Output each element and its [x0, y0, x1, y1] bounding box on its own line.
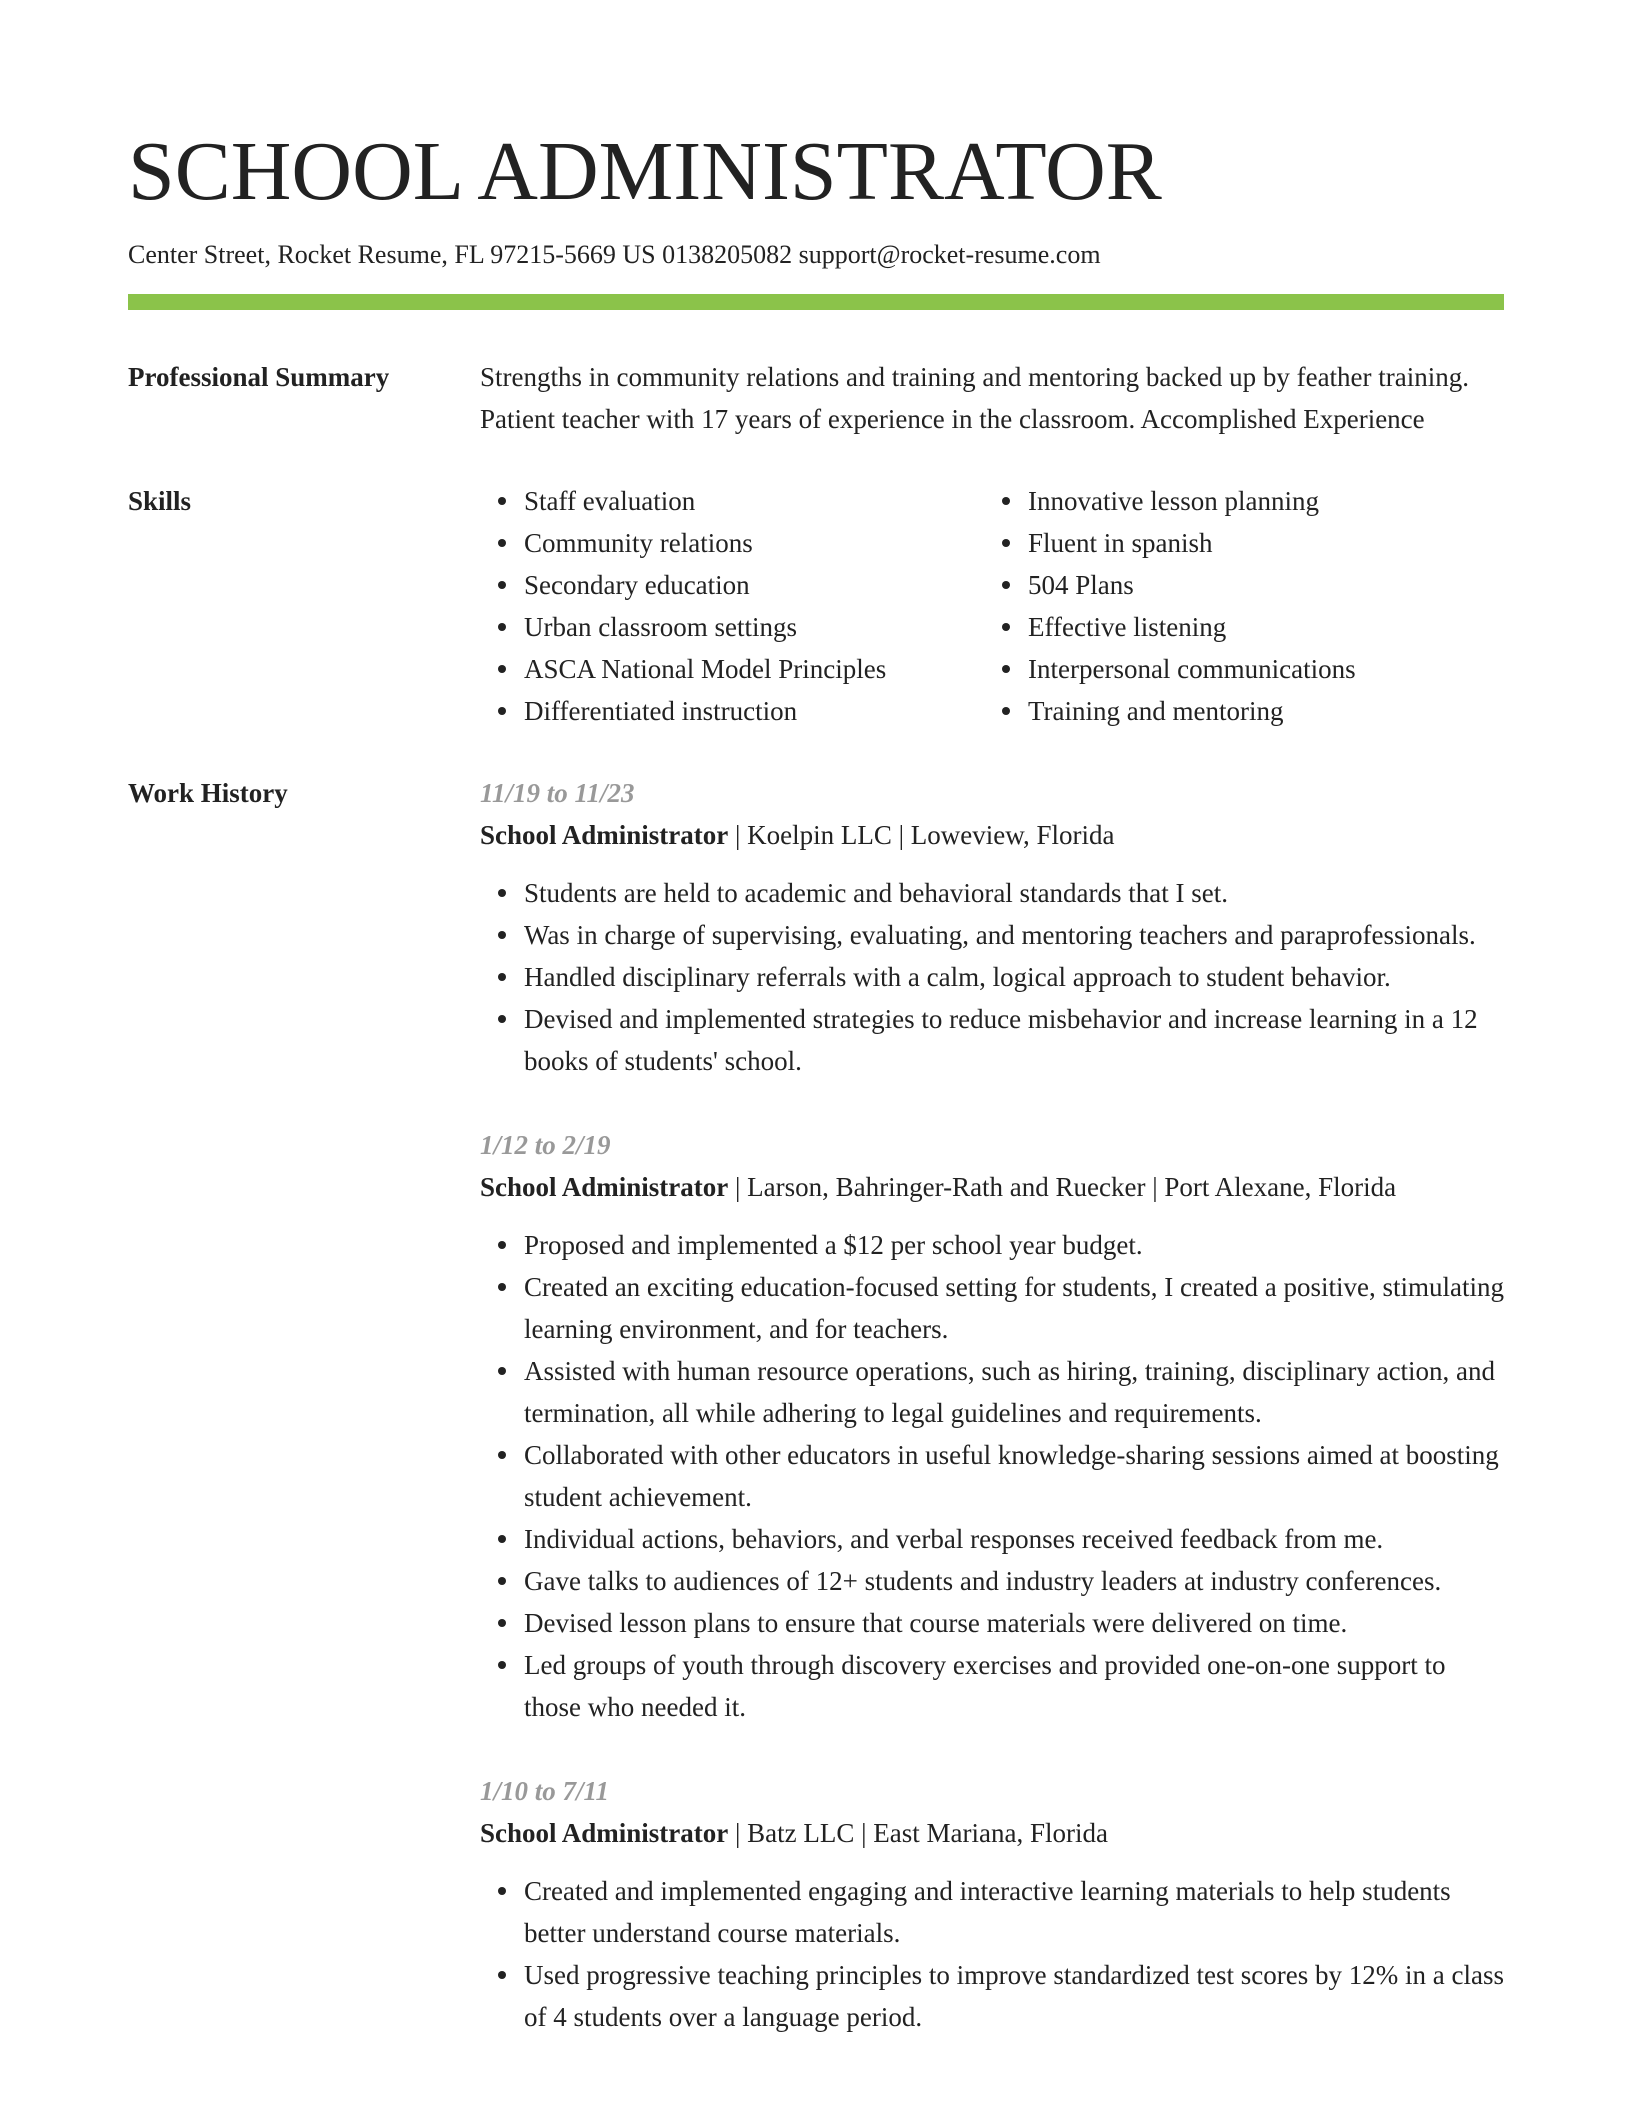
summary-text: Strengths in community relations and training and mentoring backed up by feather training. Patient teacher with 17 years of experience in the classroom. Accomplished Experience: [480, 361, 1470, 434]
skill-item: Community relations: [524, 522, 984, 564]
skill-item: Fluent in spanish: [1028, 522, 1488, 564]
job-bullets: [480, 872, 1504, 1082]
job-title-line: [480, 1812, 1504, 1854]
job-title-line: [480, 1166, 1504, 1208]
skill-item: Interpersonal communications: [1028, 648, 1488, 690]
skills-list-left: [480, 480, 984, 732]
skills-section: [128, 480, 1504, 732]
skill-item: Differentiated instruction: [524, 690, 984, 732]
skills-list-right: [984, 480, 1488, 732]
job-bullet: Gave talks to audiences of 12+ students and industry leaders at industry conferences.: [524, 1560, 1504, 1602]
job-details: | Batz LLC | East Mariana, Florida: [728, 1817, 1108, 1848]
job-title-line: [480, 814, 1504, 856]
candidate-name: SCHOOL ADMINISTRATOR: [128, 125, 1162, 218]
job-bullet: Individual actions, behaviors, and verbal responses received feedback from me.: [524, 1518, 1504, 1560]
job-bullet: Created and implemented engaging and interactive learning materials to help students better understand course materials.: [524, 1870, 1504, 1954]
job-bullet: Led groups of youth through discovery exercises and provided one-on-one support to those who needed it.: [524, 1644, 1504, 1728]
job-bullet: Students are held to academic and behavioral standards that I set.: [524, 872, 1504, 914]
job-bullet: Assisted with human resource operations, such as hiring, training, disciplinary action, and termination, all while adhering to legal guidelines and requirements.: [524, 1350, 1504, 1434]
skill-item: Staff evaluation: [524, 480, 984, 522]
work-history-section: [128, 772, 1504, 2080]
skill-item: Innovative lesson planning: [1028, 480, 1488, 522]
skill-item: 504 Plans: [1028, 564, 1488, 606]
contact-info: Center Street, Rocket Resume, FL 97215-5669 US 0138205082 support@rocket-resume.com: [128, 240, 1101, 269]
job-bullets: [480, 1870, 1504, 2038]
job-bullet: Proposed and implemented a $12 per school year budget.: [524, 1224, 1504, 1266]
section-title-work: Work History: [128, 777, 288, 808]
job-dates: 11/19 to 11/23: [480, 777, 635, 808]
skill-item: Training and mentoring: [1028, 690, 1488, 732]
job-bullet: Collaborated with other educators in useful knowledge-sharing sessions aimed at boosting student achievement.: [524, 1434, 1504, 1518]
skill-item: Urban classroom settings: [524, 606, 984, 648]
job-entry: [480, 772, 1504, 1082]
job-details: | Koelpin LLC | Loweview, Florida: [728, 819, 1115, 850]
skills-columns: [480, 480, 1504, 732]
skill-item: ASCA National Model Principles: [524, 648, 984, 690]
job-dates: 1/10 to 7/11: [480, 1775, 610, 1806]
job-bullet: Created an exciting education-focused setting for students, I created a positive, stimulating learning environment, and for teachers.: [524, 1266, 1504, 1350]
job-bullets: [480, 1224, 1504, 1728]
section-title-skills: Skills: [128, 485, 192, 516]
job-bullet: Handled disciplinary referrals with a calm, logical approach to student behavior.: [524, 956, 1504, 998]
job-dates: 1/12 to 2/19: [480, 1129, 611, 1160]
job-bullet: Devised and implemented strategies to reduce misbehavior and increase learning in a 12 books of students' school.: [524, 998, 1504, 1082]
job-title: School Administrator: [480, 1171, 729, 1202]
job-bullet: Used progressive teaching principles to improve standardized test scores by 12% in a class of 4 students over a language period.: [524, 1954, 1504, 2038]
skill-item: Effective listening: [1028, 606, 1488, 648]
professional-summary-section: [128, 356, 1504, 440]
section-title-summary: Professional Summary: [128, 361, 390, 392]
job-entry: [480, 1770, 1504, 2038]
job-entry: [480, 1124, 1504, 1728]
job-title: School Administrator: [480, 819, 729, 850]
job-bullet: Was in charge of supervising, evaluating, and mentoring teachers and paraprofessionals.: [524, 914, 1504, 956]
work-history-body: [480, 772, 1504, 2080]
job-title: School Administrator: [480, 1817, 729, 1848]
skill-item: Secondary education: [524, 564, 984, 606]
job-details: | Larson, Bahringer-Rath and Ruecker | Port Alexane, Florida: [728, 1171, 1397, 1202]
header-divider: [128, 294, 1504, 310]
job-bullet: Devised lesson plans to ensure that course materials were delivered on time.: [524, 1602, 1504, 1644]
